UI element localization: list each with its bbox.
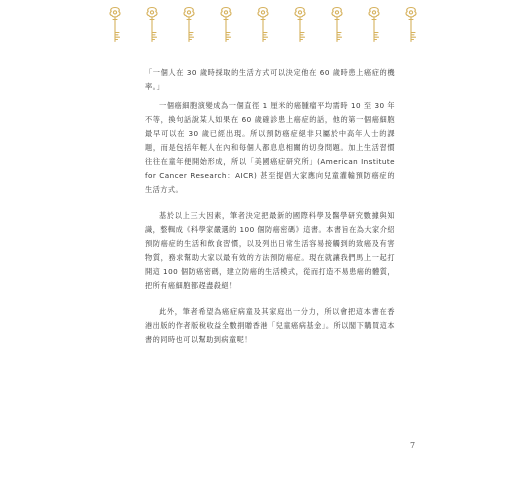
book-purpose-paragraph: 基於以上三大因素，筆者決定把最新的國際科學及醫學研究數據與知識，整輯成《科學家嚴選的 100 個防癌密碼》這書。本書旨在為大家介紹預防癌症的生活和飲食習慣，以及列出日常生活容易接觸到的致癌及有害物質，務求幫助大家以最有效的方法預防癌症。現在就讓我們馬上一起打開這 100 個防癌密碼，建立防癌的生活模式，從而打造不易患癌的體質，把所有癌細胞都趕盡殺絕！ xyxy=(145,211,395,290)
ornate-key-icon xyxy=(108,6,122,44)
ornate-key-icon xyxy=(293,6,307,44)
ornate-key-icon xyxy=(330,6,344,44)
ornate-key-icon xyxy=(219,6,233,44)
ornate-key-icon xyxy=(404,6,418,44)
charity-donation-paragraph: 此外，筆者希望為癌症病童及其家庭出一分力，所以會把這本書在香港出版的作者版稅收益全數捐贈香港「兒童癌病基金」。所以閣下購買這本書的同時也可以幫助到病童呢！ xyxy=(145,307,395,344)
ornate-key-icon xyxy=(367,6,381,44)
ornate-key-icon xyxy=(182,6,196,44)
ornate-key-icon xyxy=(256,6,270,44)
body-text xyxy=(145,66,395,347)
key-ornament-border xyxy=(0,0,520,50)
opening-quote-paragraph: 「一個人在 30 歲時採取的生活方式可以決定他在 60 歲時患上癌症的機率。」 xyxy=(145,68,395,91)
cancer-development-paragraph: 一個癌細胞演變成為一個直徑 1 厘米的癌腫瘤平均需時 10 至 30 年不等，換句話說某人如果在 60 歲確診患上癌症的話，他的第一個癌細胞最早可以在 30 歲已經出現。所以預防癌症絕非只屬於中高年人士的課題，而是包括年輕人在內和每個人都息息相關的切身問題。加上生活習慣往往在童年便開始形成，所以「美國癌症研究所」(American Institute for Cancer Research：AICR) 甚至提倡大家應向兒童灌輸預防癌症的生活方式。 xyxy=(145,101,395,194)
ornate-key-icon xyxy=(145,6,159,44)
page-number: 7 xyxy=(410,441,416,450)
